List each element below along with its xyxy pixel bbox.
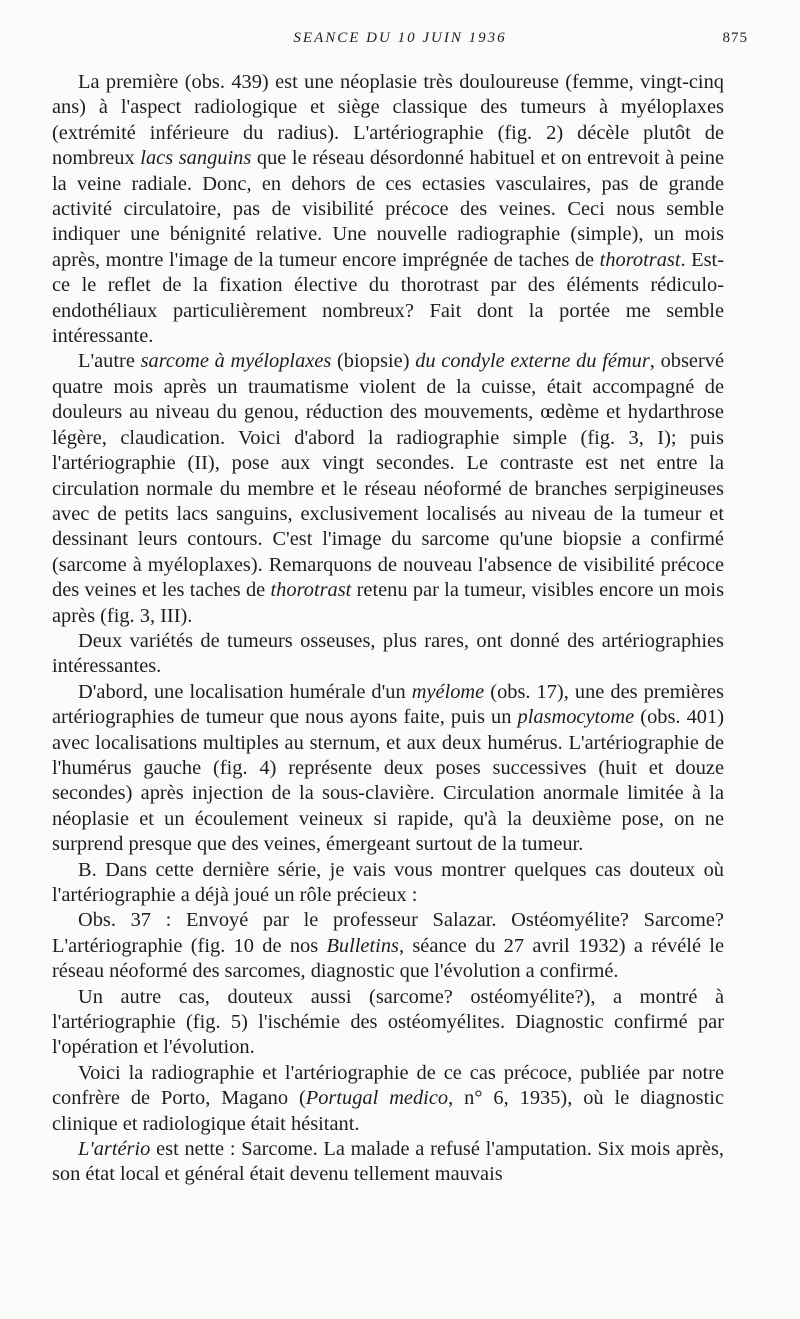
paragraph-deux-varietes: Deux variétés de tumeurs osseuses, plus rares, ont donné des artériographies intéressantes.: [52, 629, 724, 678]
paragraph-myelome: D'abord, une localisation humérale d'un myélome (obs. 17), une des premières artériographies de tumeur que nous ayons faite, puis un plasmocytome (obs. 401) avec localisations multiples au sternum, et aux deux humérus. L'artériographie de l'humérus gauche (fig. 4) représente deux poses successives (huit et douze secondes) après injection de la sous-clavière. Circulation anormale limitée à la néoplasie et un écoulement veineux si rapide, qu'à la deuxième pose, on ne surprend presque que des veines, émergeant surtout de la tumeur.: [52, 680, 724, 856]
body-text: [52, 70, 724, 1188]
paragraph-obs-37: Obs. 37 : Envoyé par le professeur Salazar. Ostéomyélite? Sarcome? L'artériographie (fig. 10 de nos Bulletins, séance du 27 avril 1932) a révélé le réseau néoformé des sarcomes, diagnostic que l'évolution a confirmé.: [52, 909, 725, 983]
session-title: SEANCE DU 10 JUIN 1936: [293, 30, 507, 46]
paragraph-obs-439: La première (obs. 439) est une néoplasie très douloureuse (femme, vingt-cinq ans) à l'aspect radiologique et siège classique des tumeurs à myéloplaxes (extrémité inférieure du radius). L'artériographie (fig. 2) décèle plutôt de nombreux lacs sanguins que le réseau désordonné habituel et on entrevoit à peine la veine radiale. Donc, en dehors de ces ectasies vasculaires, pas de grande activité circulatoire, pas de visibilité précoce des veines. Ceci nous semble indiquer une bénignité relative. Une nouvelle radiographie (simple), un mois après, montre l'image de la tumeur encore imprégnée de taches de thorotrast. Est-ce le reflet de la fixation élective du thorotrast par des éléments rédiculo-endothéliaux particulièrement nombreux? Fait dont la portée me semble intéressante.: [52, 71, 725, 348]
paragraph-arterio: L'artério est nette : Sarcome. La malade a refusé l'amputation. Six mois après, son état local et général était devenu tellement mauvais: [52, 1138, 724, 1186]
paragraph-porto: Voici la radiographie et l'artériographie de ce cas précoce, publiée par notre confrère de Porto, Magano (Portugal medico, n° 6, 1935), où le diagnostic clinique et radiologique était hésitant.: [52, 1061, 724, 1135]
paragraph-section-b: B. Dans cette dernière série, je vais vous montrer quelques cas douteux où l'artériographie a déjà joué un rôle précieux :: [52, 858, 724, 906]
paragraph-autre-cas: Un autre cas, douteux aussi (sarcome? ostéomyélite?), a montré à l'artériographie (fig. 5) l'ischémie des ostéomyélites. Diagnostic confirmé par l'opération et l'évolution.: [52, 985, 724, 1059]
page-number: 875: [722, 30, 748, 46]
paragraph-sarcome-femur: L'autre sarcome à myéloplaxes (biopsie) du condyle externe du fémur, observé quatre mois après un traumatisme violent de la cuisse, était accompagné de douleurs au niveau du genou, réduction des mouvements, œdème et hydarthrose légère, claudication. Voici d'abord la radiographie simple (fig. 3, I); puis l'artériographie (II), pose aux vingt secondes. Le contraste est net entre la circulation normale du membre et le réseau néoformé de branches serpigineuses avec de petits lacs sanguins, exclusivement localisés au niveau de la tumeur et dessinant leurs contours. C'est l'image du sarcome qu'une biopsie a confirmé (sarcome à myéloplaxes). Remarquons de nouveau l'absence de visibilité précoce des veines et les taches de thorotrast retenu par la tumeur, visibles encore un mois après (fig. 3, III).: [52, 350, 725, 627]
running-header: [52, 30, 748, 54]
